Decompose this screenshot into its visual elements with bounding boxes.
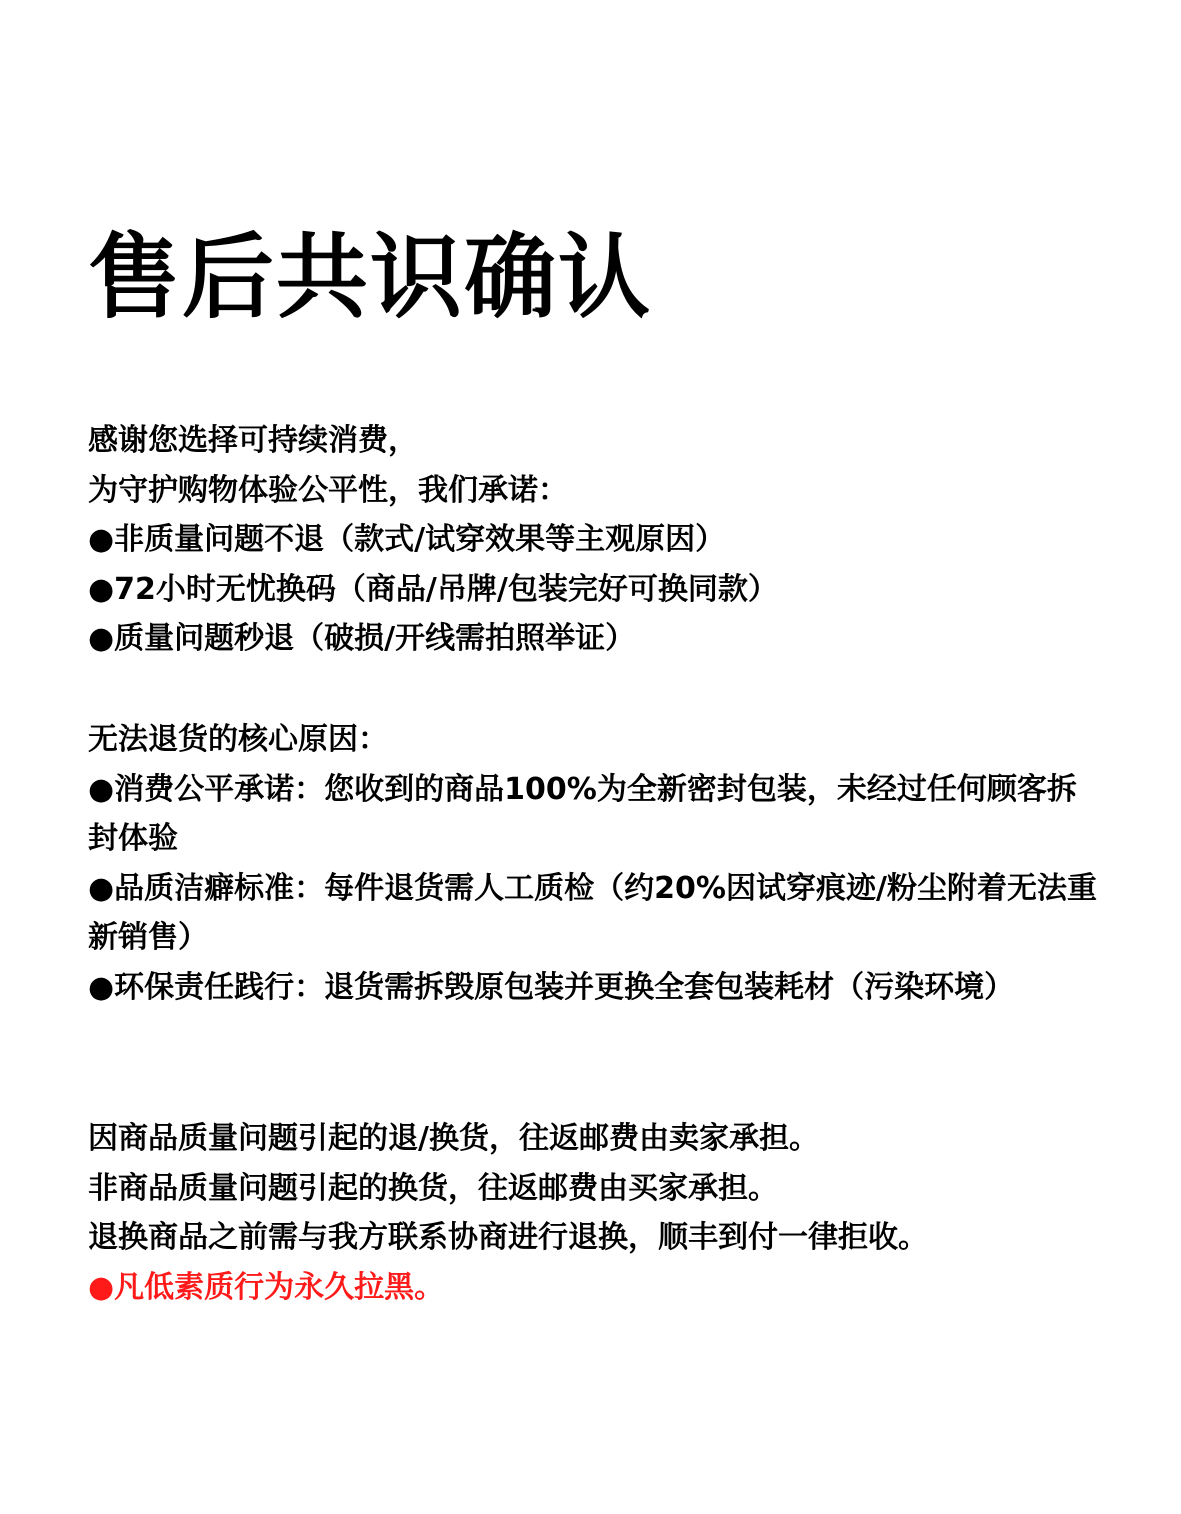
reasons-section [88,715,1098,1012]
reason-item: ●消费公平承诺：您收到的商品100%为全新密封包装，未经过任何顾客拆封体验 [88,771,1077,856]
promise-item: ●72小时无忧换码（商品/吊牌/包装完好可换同款） [88,571,778,607]
reasons-heading: 无法退货的核心原因： [88,722,388,757]
blacklist-warning: ●凡低素质行为永久拉黑。 [88,1269,445,1305]
shipping-line: 退换商品之前需与我方联系协商进行退换，顺丰到付一律拒收。 [88,1220,928,1255]
shipping-line: 因商品质量问题引起的退/换货，往返邮费由卖家承担。 [88,1121,819,1156]
reason-item: ●环保责任践行：退货需拆毁原包装并更换全套包装耗材（污染环境） [88,969,1015,1005]
intro-section [88,416,1098,664]
page-title: 售后共识确认 [88,224,653,331]
promise-item: ●非质量问题不退（款式/试穿效果等主观原因） [88,522,726,557]
promise-item: ●质量问题秒退（破损/开线需拍照举证） [88,621,636,656]
shipping-line: 非商品质量问题引起的换货，往返邮费由买家承担。 [88,1170,778,1206]
intro-line: 感谢您选择可持续消费， [88,423,418,458]
shipping-section [88,1114,1098,1312]
intro-line: 为守护购物体验公平性，我们承诺： [88,472,568,508]
reason-item: ●品质洁癖标准：每件退货需人工质检（约20%因试穿痕迹/粉尘附着无法重新销售） [88,870,1097,955]
